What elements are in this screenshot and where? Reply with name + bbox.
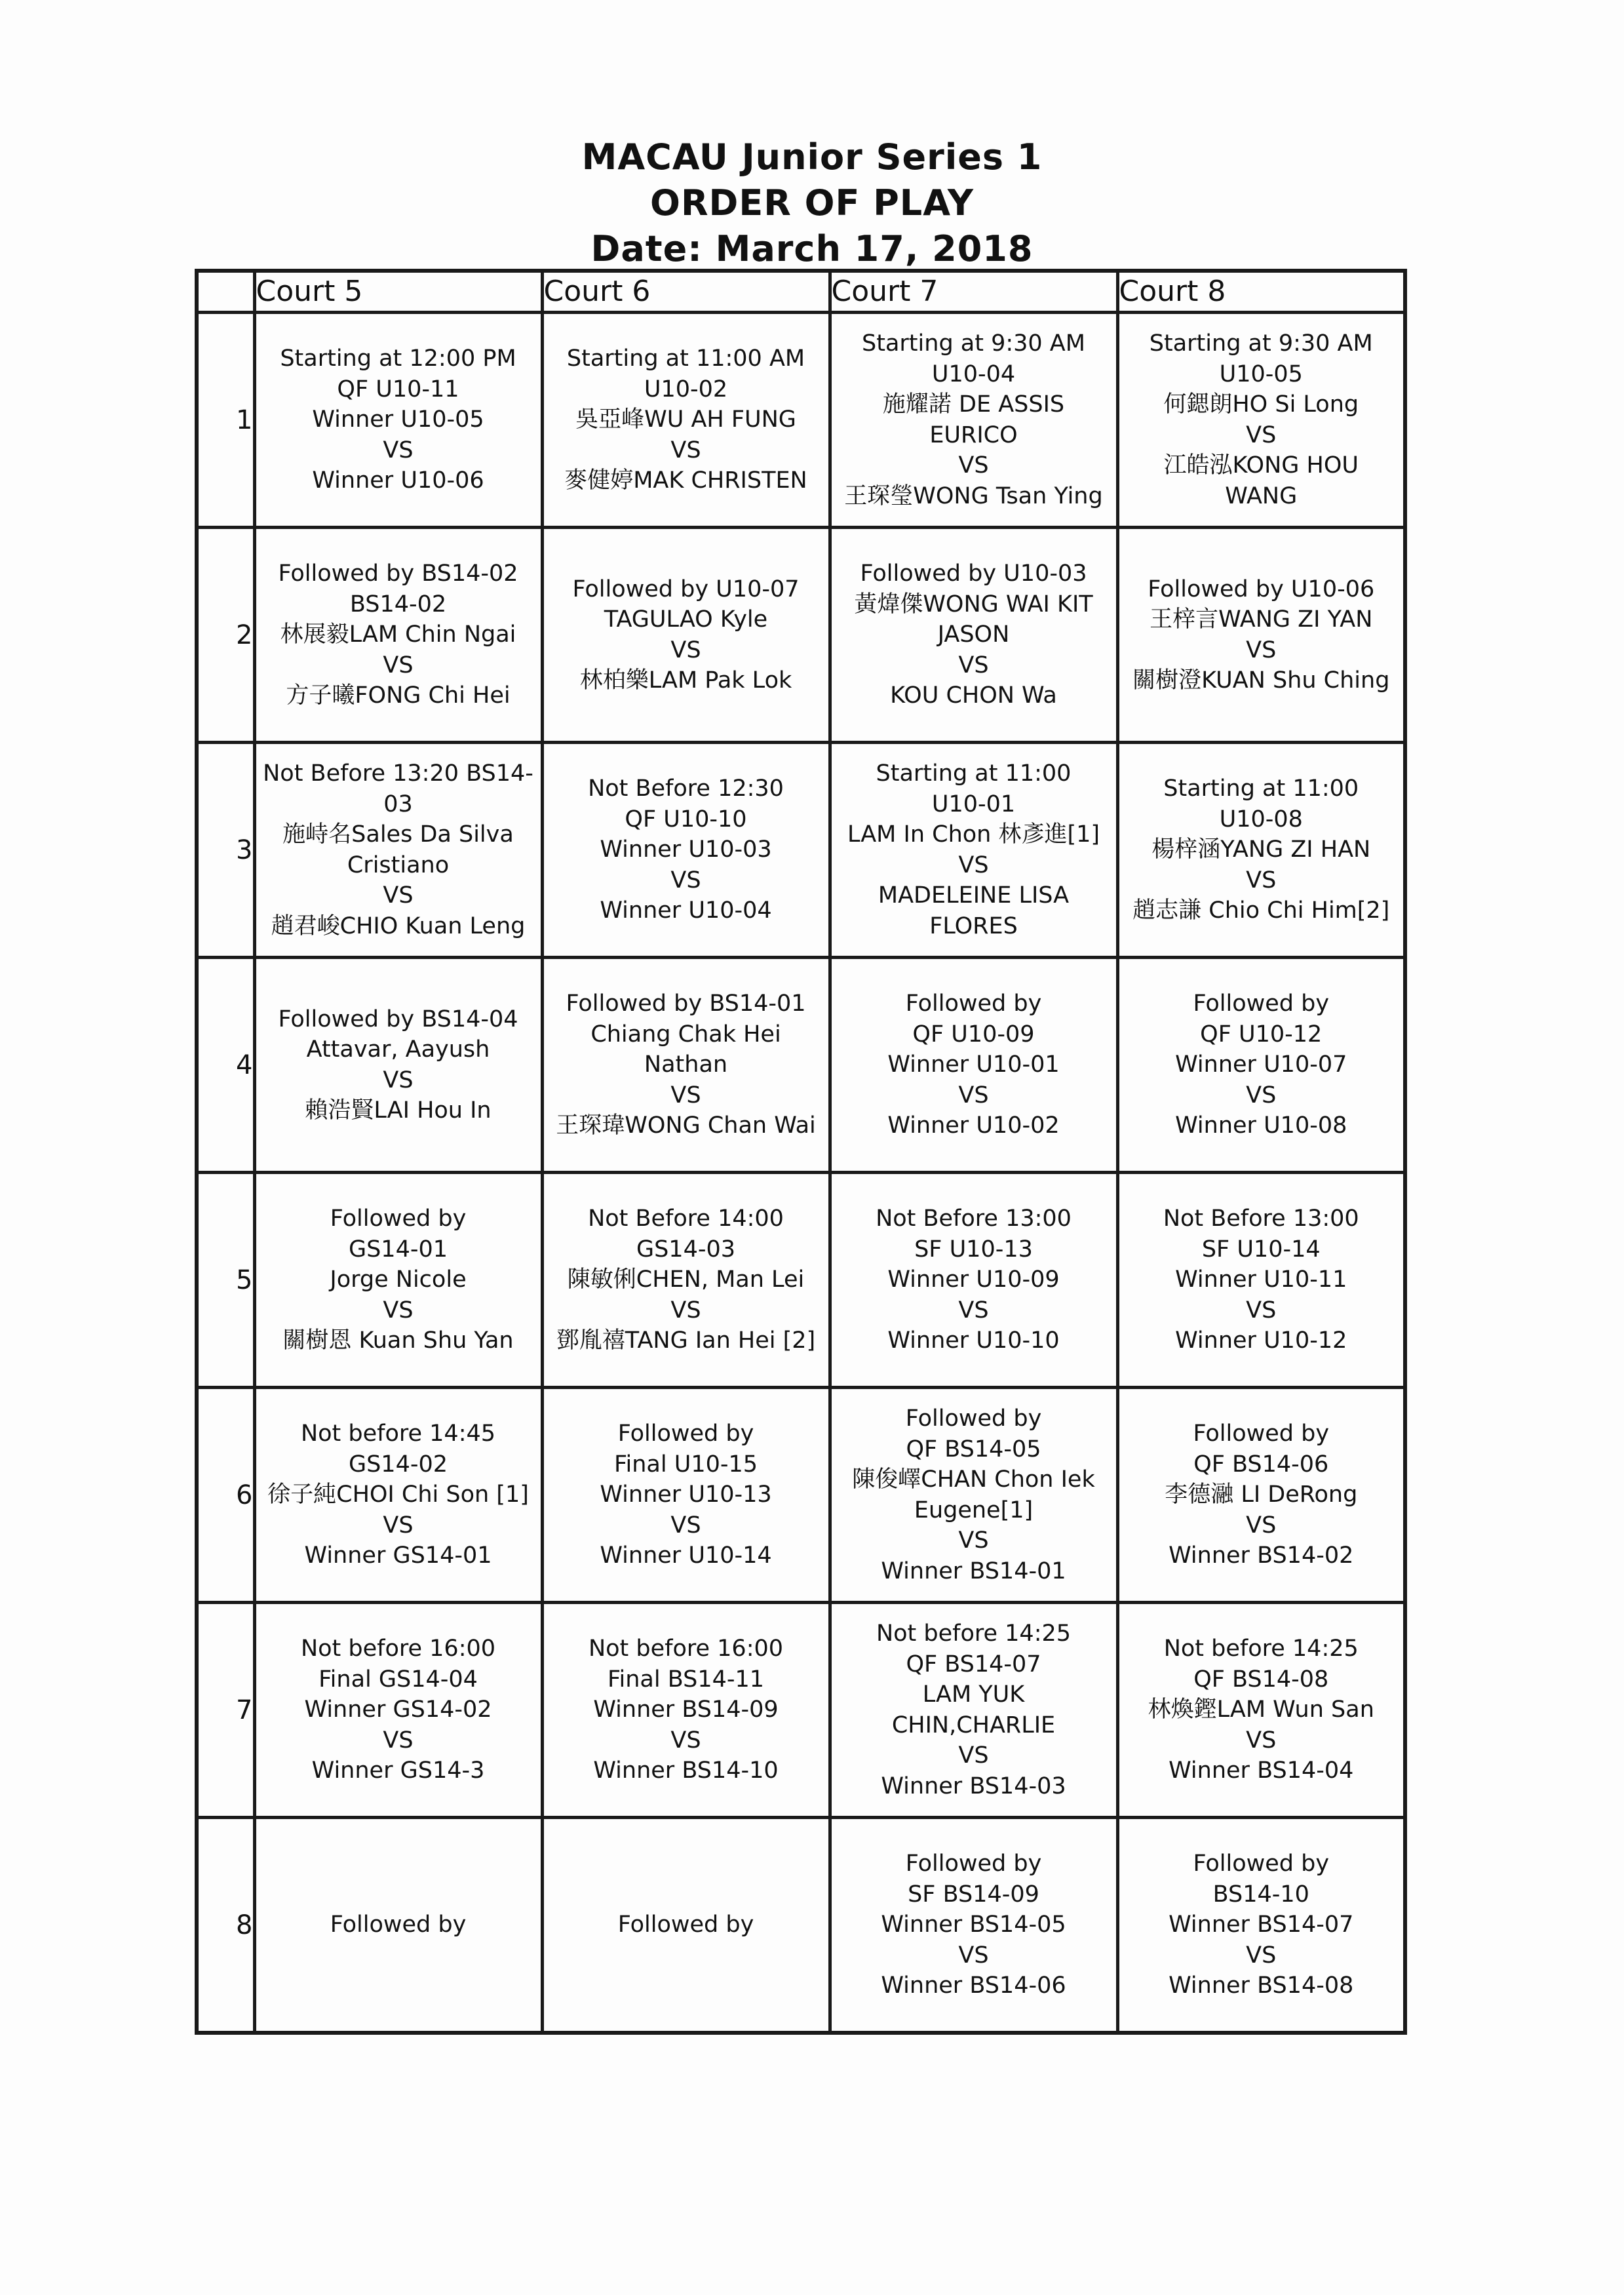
table-row (197, 1173, 1405, 1388)
schedule-date: Date: March 17, 2018 (590, 228, 1034, 269)
match-cell-line: Starting at 11:00 (1163, 775, 1359, 802)
match-cell-line: SF U10-14 (1201, 1236, 1321, 1263)
match-cell-line: GS14-02 (348, 1451, 448, 1478)
match-cell (542, 528, 830, 743)
match-cell-line: Followed by (1193, 1421, 1330, 1447)
match-cell-line: QF BS14-07 (906, 1651, 1041, 1677)
match-cell-line: Winner U10-05 (312, 406, 484, 433)
match-cell-line: VS (1246, 1082, 1277, 1108)
court-header: Court 5 (254, 271, 542, 313)
match-cell (254, 958, 542, 1173)
row-number: 6 (197, 1388, 254, 1603)
match-cell (1117, 528, 1405, 743)
match-cell-line: QF BS14-05 (906, 1436, 1041, 1462)
match-cell-line: WANG (1225, 482, 1298, 509)
match-cell-line: 賴浩賢LAI Hou In (305, 1097, 492, 1124)
match-cell-line: Winner U10-08 (1175, 1112, 1347, 1139)
match-cell-line: VS (1246, 1727, 1277, 1754)
match-cell-line: 林煥鏗LAM Wun San (1148, 1697, 1374, 1723)
document-header (0, 134, 1624, 272)
match-cell (830, 958, 1117, 1173)
match-cell-line: Not Before 13:00 (1163, 1206, 1359, 1232)
match-cell-line: VS (958, 452, 989, 479)
event-title: MACAU Junior Series 1 (581, 136, 1043, 178)
match-cell-line: 王梓言WANG ZI YAN (1150, 606, 1373, 633)
match-cell-line: VS (1246, 1297, 1277, 1324)
match-cell-line: Eugene[1] (914, 1497, 1034, 1523)
match-cell-line: Attavar, Aayush (306, 1036, 490, 1063)
match-cell-line: Not Before 13:00 (876, 1206, 1072, 1232)
match-cell-line: 楊梓涵YANG ZI HAN (1151, 836, 1371, 863)
match-cell-line: 關樹恩 Kuan Shu Yan (282, 1327, 514, 1354)
header-corner-cell (197, 271, 254, 313)
table-row (197, 528, 1405, 743)
match-cell (542, 313, 830, 528)
match-cell-line: 王琛瑩WONG Tsan Ying (844, 482, 1103, 509)
match-cell-line: VS (1246, 637, 1277, 663)
match-cell (254, 1603, 542, 1818)
match-cell-line: Winner BS14-04 (1169, 1757, 1354, 1784)
match-cell-line: Starting at 9:30 AM (1149, 330, 1373, 357)
match-cell-line: 吳亞峰WU AH FUNG (575, 406, 796, 433)
match-cell-line: Followed by (1193, 991, 1330, 1017)
match-cell (1117, 1388, 1405, 1603)
match-cell-line: VS (958, 1082, 989, 1108)
match-cell-line: VS (383, 437, 414, 463)
schedule-title: ORDER OF PLAY (650, 182, 974, 224)
match-cell-line: BS14-02 (349, 591, 447, 618)
match-cell-line: Not Before 12:30 (588, 775, 784, 802)
match-cell-line: Winner GS14-01 (304, 1542, 492, 1569)
match-cell-line: U10-08 (1219, 806, 1303, 833)
match-cell-line: Winner BS14-08 (1169, 1972, 1354, 1999)
match-cell-line: 陳俊嶧CHAN Chon Iek (852, 1466, 1095, 1493)
match-cell-line: VS (958, 1942, 989, 1969)
match-cell (830, 528, 1117, 743)
match-cell-line: 王琛瑋WONG Chan Wai (556, 1112, 816, 1139)
match-cell-line: VS (670, 1082, 701, 1108)
match-cell-line: Jorge Nicole (330, 1266, 467, 1293)
match-cell-line: 何鍶朗HO Si Long (1163, 391, 1359, 418)
match-cell-line: Followed by U10-07 (572, 576, 800, 602)
match-cell (542, 958, 830, 1173)
table-row (197, 958, 1405, 1173)
match-cell-line: Followed by U10-06 (1148, 576, 1375, 602)
match-cell-line: Starting at 12:00 PM (280, 345, 516, 372)
match-cell-line: VS (1246, 867, 1277, 893)
match-cell-line: Winner U10-12 (1175, 1327, 1347, 1354)
match-cell-line: 林柏樂LAM Pak Lok (579, 667, 792, 694)
match-cell-line: VS (383, 652, 414, 678)
match-cell-line: VS (383, 882, 414, 909)
match-cell-line: 黃煒傑WONG WAI KIT (854, 591, 1093, 618)
match-cell-line: 陳敏俐CHEN, Man Lei (567, 1266, 805, 1293)
match-cell-line: Followed by (330, 1206, 467, 1232)
match-cell-line: VS (670, 437, 701, 463)
match-cell-line: QF U10-12 (1200, 1021, 1323, 1048)
court-header: Court 8 (1117, 271, 1405, 313)
match-cell (542, 1173, 830, 1388)
match-cell (542, 743, 830, 958)
match-cell-line: Winner U10-07 (1175, 1051, 1347, 1078)
match-cell (1117, 313, 1405, 528)
match-cell-line: 關樹澄KUAN Shu Ching (1132, 667, 1390, 694)
match-cell-line: VS (1246, 422, 1277, 448)
match-cell (254, 1818, 542, 2033)
row-number: 1 (197, 313, 254, 528)
match-cell-line: VS (670, 1512, 701, 1539)
table-row (197, 313, 1405, 528)
match-cell-line: Final GS14-04 (319, 1666, 478, 1693)
match-cell-line: Winner U10-11 (1175, 1266, 1347, 1293)
match-cell-line: Winner BS14-01 (881, 1558, 1066, 1584)
match-cell (542, 1603, 830, 1818)
row-number: 4 (197, 958, 254, 1173)
match-cell-line: Winner BS14-06 (881, 1972, 1066, 1999)
match-cell-line: VS (1246, 1942, 1277, 1969)
match-cell-line: VS (383, 1727, 414, 1754)
row-number: 7 (197, 1603, 254, 1818)
match-cell-line: Winner BS14-09 (593, 1697, 779, 1723)
match-cell-line: U10-02 (644, 376, 728, 402)
match-cell-line: Followed by (1193, 1851, 1330, 1877)
match-cell-line: Followed by (617, 1912, 754, 1938)
match-cell-line: VS (383, 1297, 414, 1324)
match-cell-line: VS (670, 867, 701, 893)
match-cell-line: Winner U10-14 (600, 1542, 772, 1569)
match-cell-line: Final BS14-11 (607, 1666, 765, 1693)
match-cell-line: Not before 14:25 (876, 1620, 1072, 1647)
match-cell-line: QF BS14-08 (1193, 1666, 1329, 1693)
match-cell-line: Followed by (617, 1421, 754, 1447)
match-cell-line: VS (670, 1297, 701, 1324)
match-cell-line: VS (958, 1742, 989, 1769)
order-of-play-table (195, 269, 1407, 2035)
match-cell-line: VS (958, 1527, 989, 1554)
match-cell-line: QF BS14-06 (1193, 1451, 1329, 1478)
match-cell-line: Not Before 13:20 BS14- (263, 760, 533, 787)
match-cell-line: VS (958, 1297, 989, 1324)
match-cell-line: Winner U10-13 (600, 1481, 772, 1508)
match-cell-line: Followed by BS14-02 (278, 560, 518, 587)
match-cell-line: Followed by (905, 1405, 1042, 1432)
row-number: 5 (197, 1173, 254, 1388)
match-cell-line: Final U10-15 (613, 1451, 758, 1478)
match-cell-line: Winner BS14-10 (593, 1757, 779, 1784)
match-cell-line: U10-04 (931, 361, 1016, 387)
match-cell-line: Winner BS14-05 (881, 1912, 1066, 1938)
match-cell (830, 313, 1117, 528)
match-cell-line: LAM In Chon 林彥進[1] (847, 821, 1100, 848)
match-cell-line: Not before 14:45 (300, 1421, 496, 1447)
match-cell-line: Followed by (905, 991, 1042, 1017)
match-cell-line: Not before 16:00 (300, 1636, 496, 1662)
match-cell-line: Winner GS14-3 (311, 1757, 485, 1784)
match-cell-line: KOU CHON Wa (890, 682, 1057, 709)
court-header: Court 6 (542, 271, 830, 313)
match-cell-line: Starting at 9:30 AM (862, 330, 1085, 357)
match-cell-line: 徐子純CHOI Chi Son [1] (267, 1481, 529, 1508)
match-cell-line: Winner U10-01 (887, 1051, 1060, 1078)
match-cell (830, 743, 1117, 958)
match-cell-line: 趙志謙 Chio Chi Him[2] (1132, 897, 1390, 924)
match-cell-line: VS (958, 852, 989, 878)
match-cell-line: Followed by (330, 1912, 467, 1938)
match-cell-line: Winner U10-02 (887, 1112, 1060, 1139)
match-cell-line: SF BS14-09 (908, 1881, 1039, 1908)
table-row (197, 1818, 1405, 2033)
match-cell (830, 1388, 1117, 1603)
row-number: 8 (197, 1818, 254, 2033)
match-cell-line: Cristiano (347, 852, 450, 878)
match-cell-line: SF U10-13 (914, 1236, 1033, 1263)
match-cell (830, 1818, 1117, 2033)
match-cell-line: 趙君峻CHIO Kuan Leng (271, 912, 526, 939)
match-cell-line: U10-05 (1219, 361, 1303, 387)
match-cell-line: JASON (937, 621, 1010, 648)
match-cell-line: 江皓泓KONG HOU (1163, 452, 1359, 479)
match-cell-line: QF U10-10 (625, 806, 747, 833)
match-cell-line: Winner BS14-07 (1169, 1912, 1354, 1938)
match-cell-line: VS (958, 652, 989, 678)
match-cell-line: Winner U10-06 (312, 467, 484, 494)
match-cell-line: Winner U10-03 (600, 836, 772, 863)
match-cell (254, 1173, 542, 1388)
match-cell-line: QF U10-11 (337, 376, 459, 402)
match-cell-line: VS (383, 1067, 414, 1093)
match-cell (254, 743, 542, 958)
match-cell-line: Followed by BS14-04 (278, 1006, 518, 1032)
match-cell-line: FLORES (929, 912, 1018, 939)
match-cell-line: Winner GS14-02 (304, 1697, 492, 1723)
row-number: 3 (197, 743, 254, 958)
match-cell-line: Starting at 11:00 (876, 760, 1072, 787)
match-cell-line: VS (1246, 1512, 1277, 1539)
table-row (197, 1388, 1405, 1603)
match-cell (254, 313, 542, 528)
match-cell (1117, 958, 1405, 1173)
match-cell-line: CHIN,CHARLIE (891, 1712, 1056, 1738)
match-cell (542, 1388, 830, 1603)
match-cell-line: 施耀諾 DE ASSIS (882, 391, 1065, 418)
match-cell (1117, 1603, 1405, 1818)
match-cell-line: Not before 16:00 (588, 1636, 784, 1662)
match-cell (1117, 1818, 1405, 2033)
match-cell-line: VS (383, 1512, 414, 1539)
match-cell (542, 1818, 830, 2033)
match-cell-line: Followed by BS14-01 (566, 991, 806, 1017)
match-cell (1117, 743, 1405, 958)
row-number: 2 (197, 528, 254, 743)
match-cell-line: QF U10-09 (912, 1021, 1035, 1048)
table-header-row (197, 271, 1405, 313)
match-cell-line: GS14-01 (348, 1236, 448, 1263)
match-cell-line: 李德瀜 LI DeRong (1165, 1481, 1358, 1508)
match-cell (830, 1173, 1117, 1388)
match-cell-line: 麥健婷MAK CHRISTEN (564, 467, 807, 494)
match-cell-line: Nathan (644, 1051, 728, 1078)
match-cell-line: Winner U10-09 (887, 1266, 1060, 1293)
match-cell-line: MADELEINE LISA (878, 882, 1070, 909)
table-row (197, 1603, 1405, 1818)
match-cell-line: BS14-10 (1212, 1881, 1309, 1908)
match-cell-line: EURICO (929, 422, 1018, 448)
court-header: Court 7 (830, 271, 1117, 313)
match-cell-line: 施峙名Sales Da Silva (282, 821, 514, 848)
match-cell-line: Starting at 11:00 AM (566, 345, 805, 372)
match-cell-line: 鄧胤禧TANG Ian Hei [2] (556, 1327, 816, 1354)
table-body (197, 313, 1405, 2033)
match-cell-line: U10-01 (931, 791, 1016, 817)
match-cell (254, 1388, 542, 1603)
match-cell-line: Not before 14:25 (1163, 1636, 1359, 1662)
match-cell-line: Winner U10-10 (887, 1327, 1060, 1354)
match-cell-line: Winner BS14-03 (881, 1773, 1066, 1799)
match-cell-line: Followed by (905, 1851, 1042, 1877)
match-cell (830, 1603, 1117, 1818)
match-cell-line: Not Before 14:00 (588, 1206, 784, 1232)
match-cell-line: Winner U10-04 (600, 897, 772, 924)
match-cell-line: VS (670, 1727, 701, 1754)
table-row (197, 743, 1405, 958)
match-cell-line: Followed by U10-03 (860, 560, 1087, 587)
match-cell-line: LAM YUK (922, 1681, 1025, 1708)
match-cell-line: Winner BS14-02 (1169, 1542, 1354, 1569)
match-cell-line: Chiang Chak Hei (590, 1021, 781, 1048)
match-cell-line: 方子曦FONG Chi Hei (286, 682, 511, 709)
match-cell-line: TAGULAO Kyle (604, 606, 768, 633)
match-cell-line: GS14-03 (636, 1236, 736, 1263)
match-cell-line: 林展毅LAM Chin Ngai (280, 621, 516, 648)
match-cell (254, 528, 542, 743)
match-cell-line: 03 (383, 791, 413, 817)
match-cell (1117, 1173, 1405, 1388)
match-cell-line: VS (670, 637, 701, 663)
